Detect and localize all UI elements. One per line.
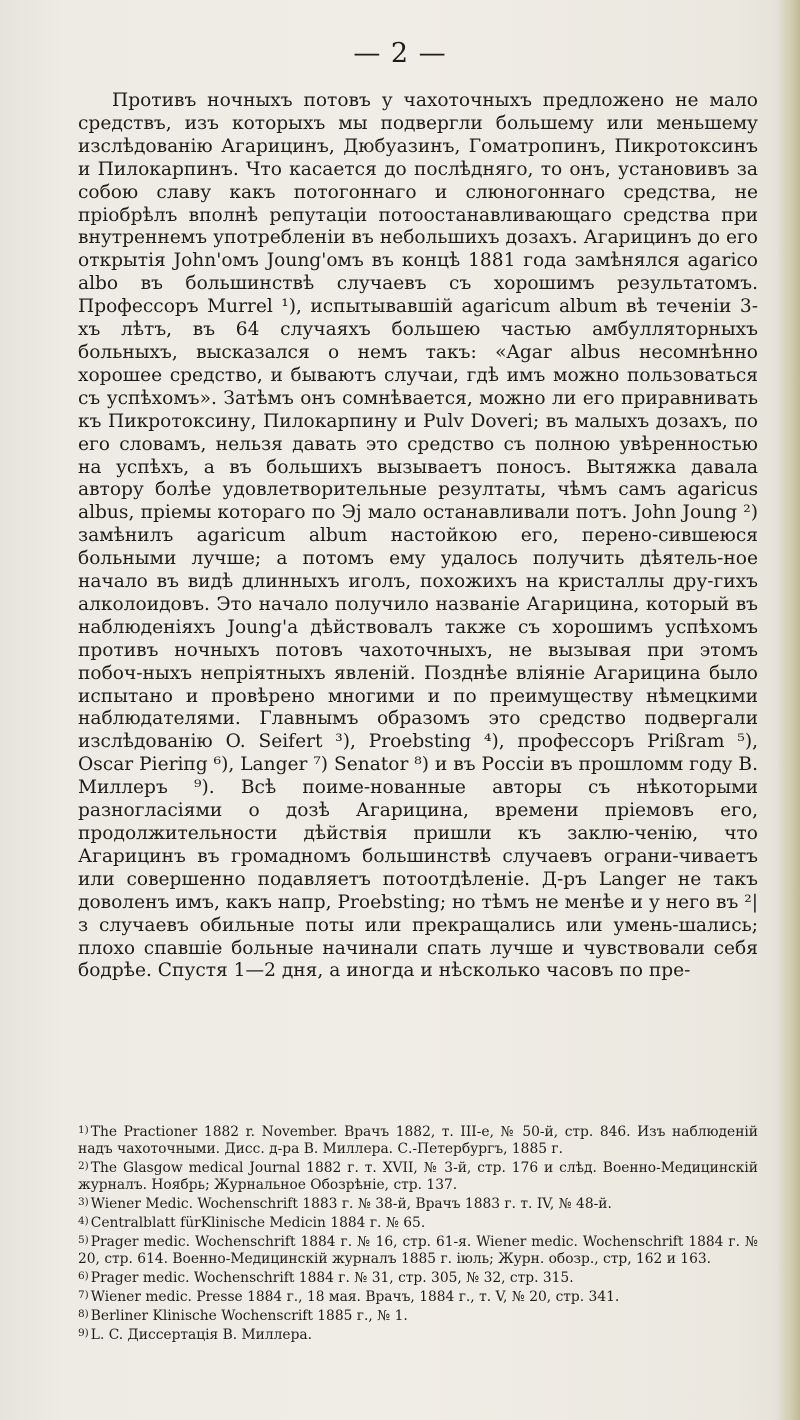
footnote-text: Prager medic. Wochenschrift 1884 г. № 16, стр. 61-я. Wiener medic. Wochenschrift 1884 г. № 20, стр. 614. Военно-Медицинскій журналъ 1885 г. іюль; Журн. обозр., стр, 162 и 163. (78, 1234, 758, 1267)
page-number: — 2 — (353, 38, 447, 69)
footnote-number: 6) (78, 1270, 89, 1282)
page-edge-shadow (776, 0, 800, 1420)
footnote (78, 1268, 758, 1287)
footnote-text: Berliner Klinische Wochenscrift 1885 г., № 1. (90, 1308, 408, 1324)
footnotes-list (78, 1122, 758, 1344)
footnote (78, 1232, 758, 1268)
footnote (78, 1194, 758, 1213)
footnote-number: 5) (78, 1234, 89, 1246)
footnote-text: Centralblatt fürKlinische Medicin 1884 г. № 65. (90, 1215, 426, 1231)
footnote (78, 1287, 758, 1306)
footnote (78, 1325, 758, 1344)
footnote-number: 4) (78, 1215, 89, 1227)
footnote-text: L. C. Диссертація В. Миллера. (90, 1327, 313, 1343)
footnote-number: 1) (78, 1124, 89, 1136)
footnote (78, 1122, 758, 1158)
footnote-text: Wiener Medic. Wochenschrift 1883 г. № 38-й, Врачъ 1883 г. т. IV, № 48-й. (90, 1196, 612, 1212)
footnote-number: 7) (78, 1289, 89, 1301)
footnote-text: The Glasgow medical Journal 1882 г. т. XVII, № 3-й, стр. 176 и слѣд. Военно-Медицинскій журналъ. Ноябрь; Журнальное Обозрѣніе, стр. 137. (78, 1160, 758, 1193)
main-paragraph: Противъ ночныхъ потовъ у чахоточныхъ предложено не мало средствъ, изъ которыхъ мы подвергли большему или меньшему изслѣдованію Агарицинъ, Дюбуазинъ, Гоматропинъ, Пикротоксинъ и Пилокарпинъ. Что касается до послѣдняго, то онъ, установивъ за собою славу какъ потогоннаго и слюногоннаго средства, не пріобрѣлъ вполнѣ репутаціи потоостанавливающаго средства при внутреннемъ употребленіи въ небольшихъ дозахъ. Агарицинъ до его открытія John'омъ Joung'омъ въ концѣ 1881 года замѣнялся agaricо albo въ большинствѣ случаевъ съ хорошимъ результатомъ. Профессоръ Murrel ¹), испытывавшій agaricum album вѣ теченіи 3-хъ лѣтъ, въ 64 случаяхъ большею частью амбулляторныхъ больныхъ, высказался о немъ такъ: «Agar albus несомнѣнно хорошее средство, и бываютъ случаи, гдѣ имъ можно пользоваться съ успѣхомъ». Затѣмъ онъ сомнѣвается, можно ли его приравнивать къ Пикротоксину, Пилокарпину и Pulv Doveri; въ малыхъ дозахъ, по его словамъ, нельзя давать это средство съ полною увѣренностью на успѣхъ, а въ большихъ вызываетъ поносъ. Вытяжка давала автору болѣе удовлетворительные резултаты, чѣмъ самъ agaricus albus, пріемы котораго по Эj мало останавливали потъ. John Joung ²) замѣнилъ agaricum album настойкою его, перено-сившеюся больными лучше; а потомъ ему удалось получить дѣятель-ное начало въ видѣ длинныхъ иголъ, похожихъ на кристаллы дру-гихъ алколоидовъ. Это начало получило названіе Агарицина, который въ наблюденіяхъ Joung'а дѣйствовалъ также съ хорошимъ успѣхомъ противъ ночныхъ потовъ чахоточныхъ, не вызывая при этомъ побоч-ныхъ непріятныхъ явленій. Позднѣе вліяніе Агарицина было испытано и провѣрено многими и по преимуществу нѣмецкими наблюдателями. Главнымъ образомъ это средство подвергали изслѣдованію O. Seifert ³), Proebsting ⁴), профессоръ Prißram ⁵), Oscar Pieriпg ⁶), Langer ⁷) Senator ⁸) и въ Россіи въ прошломм году В. Миллеръ ⁹). Всѣ поиме-нованные авторы съ нѣкоторыми разногласіями о дозѣ Агарицина, времени пріемовъ его, продолжительности дѣйствія пришли къ заклю-ченію, что Агарицинъ въ громадномъ большинствѣ случаевъ ограни-чиваетъ или совершенно подавляетъ потоотдѣленіе. Д-ръ Langer не такъ доволенъ имъ, какъ напр, Proebsting; но тѣмъ не менѣе и у него въ ²|з случаевъ обильные поты или прекращались или умень-шались; плохо спавшіе больные начинали спать лучше и чувствовали себя бодрѣе. Спустя 1—2 дня, а иногда и нѣсколько часовъ по пре- (78, 90, 758, 982)
footnote (78, 1306, 758, 1325)
footnote-number: 3) (78, 1196, 89, 1208)
footnote-number: 8) (78, 1308, 89, 1320)
footnote-number: 9) (78, 1327, 89, 1339)
footnote-number: 2) (78, 1160, 89, 1172)
footnote-text: Prager medic. Wochenschrift 1884 г. № 31, стр. 305, № 32, стр. 315. (90, 1270, 574, 1286)
footnote (78, 1213, 758, 1232)
footnote (78, 1158, 758, 1194)
footnote-text: The Practioner 1882 r. November. Врачъ 1882, т. III-е, № 50-й, стр. 846. Изъ наблюденій надъ чахоточными. Дисс. д-ра В. Миллера. С.-Петербургъ, 1885 г. (78, 1124, 758, 1157)
footnote-text: Wiener medic. Presse 1884 г., 18 мая. Врачъ, 1884 г., т. V, № 20, стр. 341. (90, 1289, 620, 1305)
